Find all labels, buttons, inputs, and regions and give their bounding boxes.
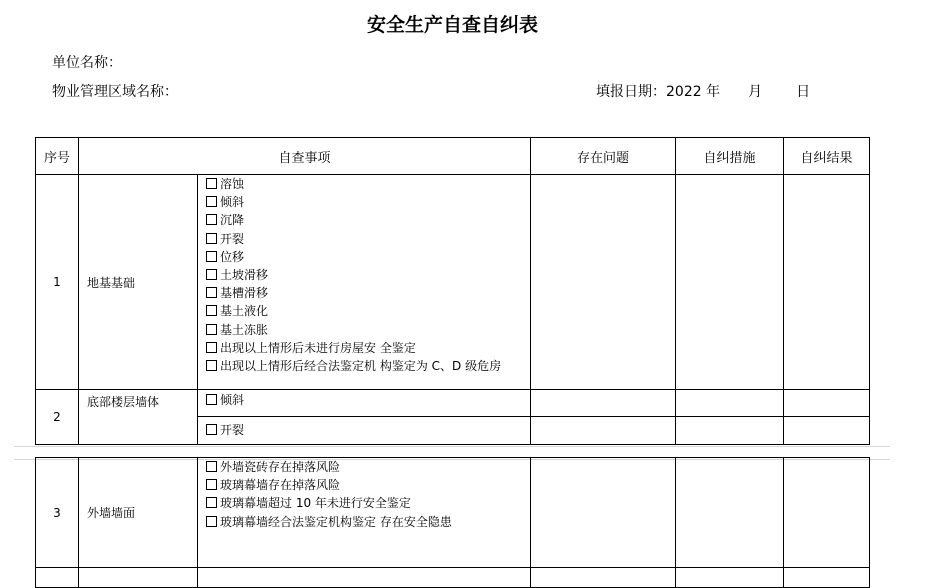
checkbox-icon[interactable] — [206, 479, 217, 490]
checkbox-option[interactable]: 开裂 — [206, 230, 530, 248]
date-month: 月 — [748, 84, 763, 100]
checkbox-option[interactable]: 基土液化 — [206, 302, 530, 320]
result-cell[interactable] — [784, 458, 870, 568]
checkbox-option[interactable]: 外墙瓷砖存在掉落风险 — [206, 458, 530, 476]
header-index: 序号 — [36, 138, 79, 175]
checkbox-icon[interactable] — [206, 497, 217, 508]
unit-name-label: 单位名称： — [52, 55, 122, 71]
row-options — [198, 175, 531, 390]
measure-cell[interactable] — [676, 458, 784, 568]
date-day: 日 — [796, 84, 811, 100]
row-options — [198, 417, 531, 445]
row-item-name: 地基基础 — [79, 175, 198, 390]
checkbox-icon[interactable] — [206, 287, 217, 298]
header-measure: 自纠措施 — [676, 138, 784, 175]
table-row — [36, 175, 870, 390]
checkbox-option[interactable]: 开裂 — [206, 420, 530, 440]
checkbox-option[interactable]: 玻璃幕墙超过 10 年未进行安全鉴定 — [206, 494, 421, 512]
checkbox-option[interactable]: 位移 — [206, 248, 530, 266]
checkbox-option[interactable]: 基槽滑移 — [206, 284, 530, 302]
header-result: 自纠结果 — [784, 138, 870, 175]
checkbox-icon[interactable] — [206, 251, 217, 262]
table-row — [36, 390, 870, 417]
checkbox-option[interactable]: 土坡滑移 — [206, 266, 530, 284]
checkbox-option[interactable]: 溶蚀 — [206, 175, 530, 193]
checkbox-option[interactable]: 玻璃幕墙存在掉落风险 — [206, 476, 530, 494]
measure-cell[interactable] — [676, 390, 784, 417]
checkbox-option[interactable]: 基土冻胀 — [206, 321, 530, 339]
row-index: 3 — [36, 458, 79, 568]
problem-cell[interactable] — [531, 175, 676, 390]
row-index: 1 — [36, 175, 79, 390]
checkbox-icon[interactable] — [206, 214, 217, 225]
checkbox-icon[interactable] — [206, 342, 217, 353]
report-date — [596, 81, 810, 101]
checkbox-icon[interactable] — [206, 394, 217, 405]
table-row — [36, 458, 870, 568]
checkbox-option[interactable]: 出现以上情形后未进行房屋安 全鉴定 — [206, 339, 530, 357]
area-name-label: 物业管理区域名称： — [52, 84, 178, 100]
checkbox-icon[interactable] — [206, 324, 217, 335]
problem-cell[interactable] — [531, 390, 676, 417]
header-problem: 存在问题 — [531, 138, 676, 175]
row-options — [198, 458, 531, 568]
checkbox-icon[interactable] — [206, 424, 217, 435]
self-check-table-continued — [35, 457, 870, 588]
checkbox-icon[interactable] — [206, 305, 217, 316]
checkbox-icon[interactable] — [206, 178, 217, 189]
checkbox-option[interactable]: 倾斜 — [206, 390, 530, 410]
measure-cell[interactable] — [676, 175, 784, 390]
table-header — [36, 138, 870, 175]
date-label: 填报日期：2022 年 — [596, 84, 721, 100]
measure-cell[interactable] — [676, 417, 784, 445]
checkbox-icon[interactable] — [206, 516, 217, 527]
checkbox-option[interactable]: 倾斜 — [206, 193, 530, 211]
checkbox-icon[interactable] — [206, 360, 217, 371]
checkbox-icon[interactable] — [206, 461, 217, 472]
checkbox-icon[interactable] — [206, 269, 217, 280]
result-cell[interactable] — [784, 175, 870, 390]
problem-cell[interactable] — [531, 417, 676, 445]
result-cell[interactable] — [784, 417, 870, 445]
checkbox-icon[interactable] — [206, 196, 217, 207]
checkbox-option[interactable]: 沉降 — [206, 211, 530, 229]
row-item-name: 外墙墙面 — [79, 458, 198, 568]
problem-cell[interactable] — [531, 458, 676, 568]
result-cell[interactable] — [784, 390, 870, 417]
self-check-table — [35, 137, 870, 445]
row-options — [198, 390, 531, 417]
checkbox-icon[interactable] — [206, 233, 217, 244]
checkbox-option[interactable]: 玻璃幕墙经合法鉴定机构鉴定 存在安全隐患 — [206, 513, 530, 531]
row-item-name: 底部楼层墙体 — [79, 390, 198, 445]
header-item: 自查事项 — [79, 138, 531, 175]
row-index: 2 — [36, 390, 79, 445]
page-title: 安全生产自查自纠表 — [366, 14, 538, 36]
checkbox-option[interactable]: 出现以上情形后经合法鉴定机 构鉴定为 C、D 级危房 — [206, 357, 530, 375]
